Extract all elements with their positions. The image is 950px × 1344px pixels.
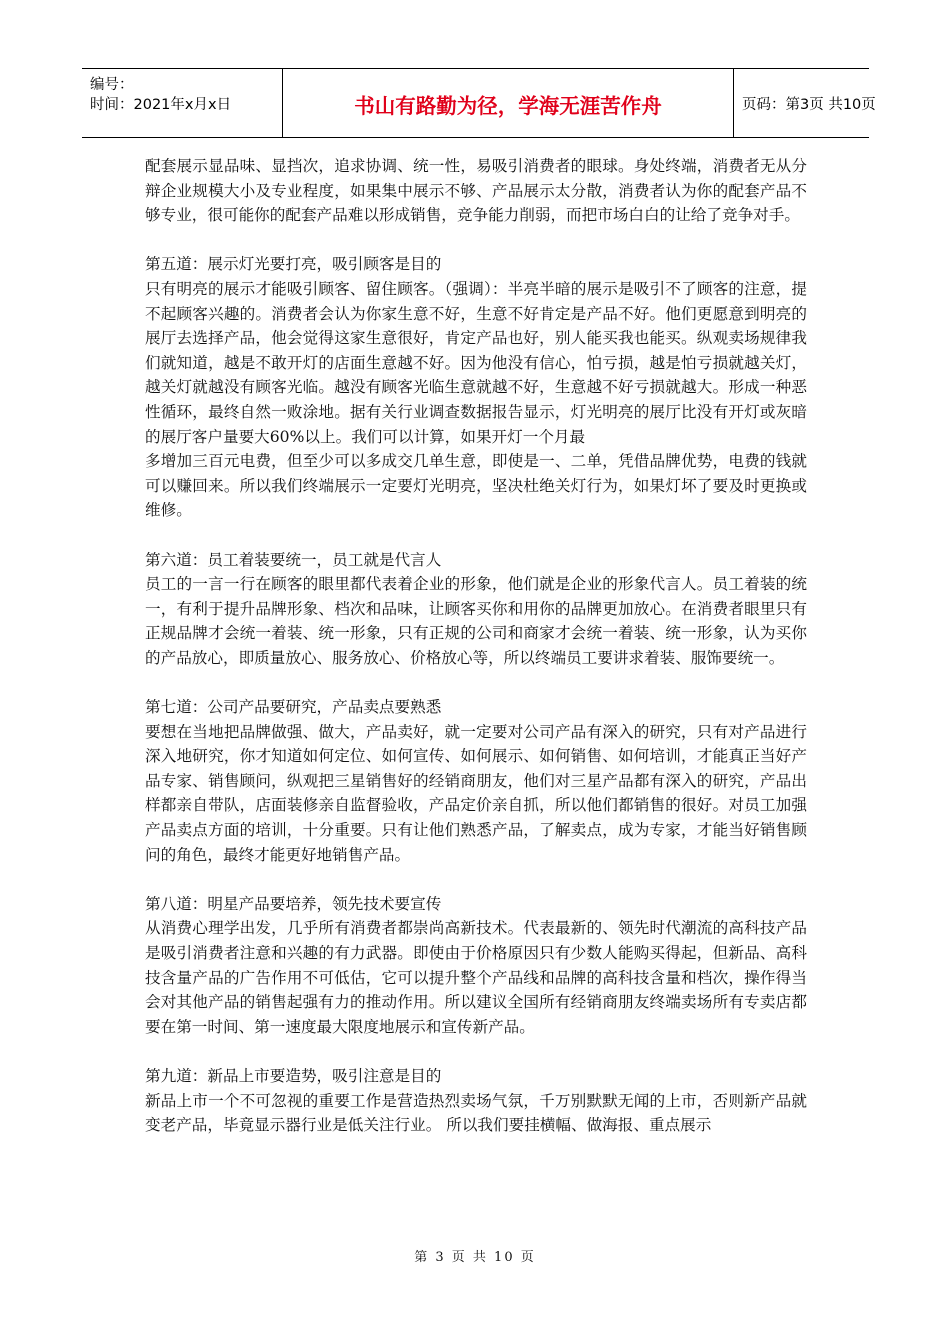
body-paragraph: 配套展示显品味、显挡次，追求协调、统一性，易吸引消费者的眼球。身处终端，消费者无从分辩企业规模大小及专业程度，如果集中展示不够、产品展示太分散，消费者认为你的配套产品不够专业，很可能你的配套产品难以形成销售，竞争能力削弱，而把市场白白的让给了竞争对手。 — [145, 157, 807, 225]
header-motto-cell — [283, 69, 734, 137]
header-right-cell — [734, 69, 876, 137]
body-paragraph: 只有明亮的展示才能吸引顾客、留住顾客。（强调）：半亮半暗的展示是吸引不了顾客的注意，提不起顾客兴趣的。消费者会认为你家生意不好，生意不好肯定是产品不好。他们更愿意到明亮的展厅去选择产品，他会觉得这家生意很好，肯定产品也好，别人能买我也能买。纵观卖场规律我们就知道，越是不敢开灯的店面生意越不好。因为他没有信心，怕亏损，越是怕亏损就越关灯，越关灯就越没有顾客光临。越没有顾客光临生意就越不好，生意越不好亏损就越大。形成一种恶性循环，最终自然一败涂地。据有关行业调查数据报告显示，灯光明亮的展厅比没有开灯或灰暗的展厅客户量要大60%以上。我们可以计算，如果开灯一个月最 — [145, 279, 807, 446]
header-table — [82, 68, 876, 138]
section-heading-6: 第六道：员工着装要统一，员工就是代言人 — [145, 550, 442, 569]
header-motto: 书山有路勤为径，学海无涯苦作舟 — [354, 94, 662, 118]
section-heading-7: 第七道：公司产品要研究，产品卖点要熟悉 — [145, 698, 442, 717]
paragraph-gap — [145, 867, 807, 892]
paragraph-gap — [145, 228, 807, 253]
header-page-label: 页码：第3页 共10页 — [742, 97, 876, 113]
paragraph-gap — [145, 523, 807, 548]
section-heading-8: 第八道：明星产品要培养，领先技术要宣传 — [145, 894, 442, 913]
document-body — [145, 154, 807, 1138]
body-paragraph: 员工的一言一行在顾客的眼里都代表着企业的形象，他们就是企业的形象代言人。员工着装的统一，有利于提升品牌形象、档次和品味，让顾客买你和用你的品牌更加放心。在消费者眼里只有正规品牌才会统一着装、统一形象，只有正规的公司和商家才会统一着装、统一形象，认为买你的产品放心，即质量放心、服务放心、价格放心等，所以终端员工要讲求着装、服饰要统一。 — [145, 575, 807, 667]
paragraph-gap — [145, 670, 807, 695]
body-paragraph: 多增加三百元电费，但至少可以多成交几单生意，即使是一、二单，凭借品牌优势，电费的钱就可以赚回来。所以我们终端展示一定要灯光明亮，坚决杜绝关灯行为，如果灯坏了要及时更换或维修。 — [145, 452, 807, 520]
body-paragraph: 新品上市一个不可忽视的重要工作是营造热烈卖场气氛，千万别默默无闻的上市，否则新产品就变老产品，毕竟显示器行业是低关注行业。 所以我们要挂横幅、做海报、重点展示 — [145, 1091, 807, 1135]
section-heading-9: 第九道：新品上市要造势，吸引注意是目的 — [145, 1066, 442, 1085]
page-footer: 第 3 页 共 10 页 — [414, 1250, 536, 1265]
body-paragraph: 从消费心理学出发，几乎所有消费者都崇尚高新技术。代表最新的、领先时代潮流的高科技产品是吸引消费者注意和兴趣的有力武器。即使由于价格原因只有少数人能购买得起，但新品、高科技含量产品的广告作用不可低估，它可以提升整个产品线和品牌的高科技含量和档次，操作得当会对其他产品的销售起强有力的推动作用。所以建议全国所有经销商朋友终端卖场所有专卖店都要在第一时间、第一速度最大限度地展示和宣传新产品。 — [145, 919, 807, 1036]
section-heading-5: 第五道：展示灯光要打亮，吸引顾客是目的 — [145, 255, 442, 274]
header-left-cell — [82, 69, 283, 137]
document-date-label: 时间：2021年x月x日 — [90, 97, 232, 113]
body-paragraph: 要想在当地把品牌做强、做大，产品卖好，就一定要对公司产品有深入的研究，只有对产品进行深入地研究，你才知道如何定位、如何宣传、如何展示、如何销售、如何培训，才能真正当好产品专家、销售顾问，纵观把三星销售好的经销商朋友，他们对三星产品都有深入的研究，产品出样都亲自带队，店面装修亲自监督验收，产品定价亲自抓，所以他们都销售的很好。对员工加强产品卖点方面的培训，十分重要。只有让他们熟悉产品，了解卖点，成为专家，才能当好销售顾问的角色，最终才能更好地销售产品。 — [145, 722, 807, 864]
paragraph-gap — [145, 1039, 807, 1064]
document-number-label: 编号： — [90, 77, 134, 93]
